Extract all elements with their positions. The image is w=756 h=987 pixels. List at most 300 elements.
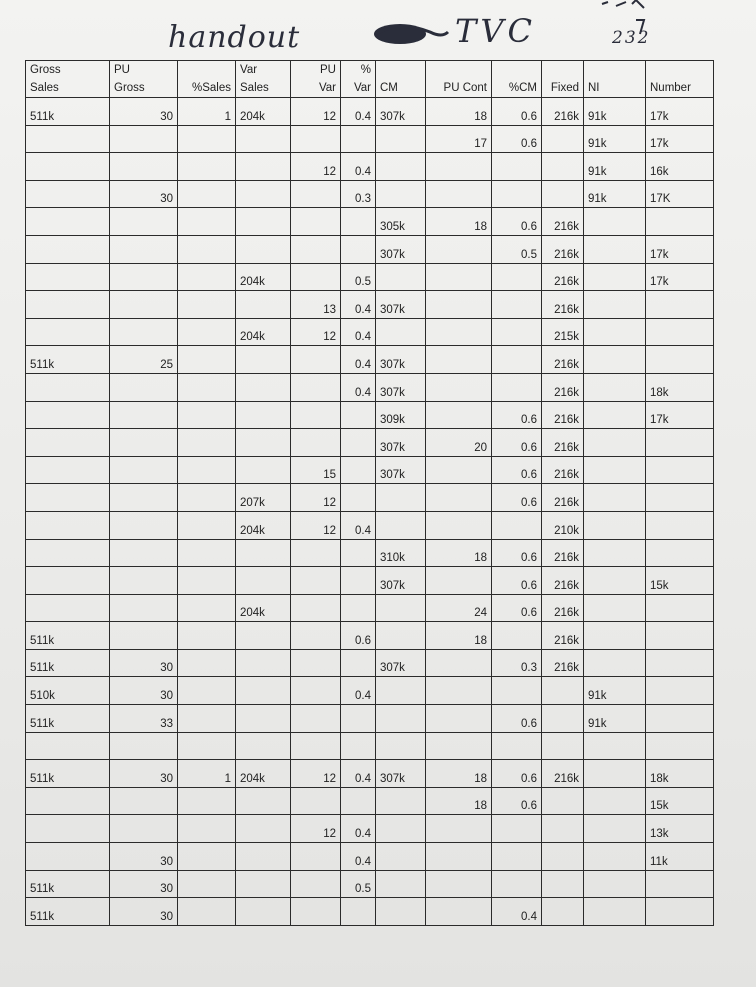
column-header-line2: Fixed — [550, 82, 579, 94]
cell-pu-gross: 30 — [110, 98, 178, 126]
column-header-pu-var — [291, 61, 341, 98]
cell-pu-gross — [110, 456, 178, 484]
cell-pct-var: 0.3 — [341, 180, 376, 208]
cell-pu-cont — [426, 705, 492, 733]
cell-number: 17k — [646, 125, 714, 153]
cell-cm: 307k — [376, 291, 426, 319]
cell-pu-var: 12 — [291, 760, 341, 788]
cell-pct-cm — [492, 180, 542, 208]
cell-pu-gross — [110, 594, 178, 622]
table-row — [26, 594, 714, 622]
cell-fixed: 216k — [542, 622, 584, 650]
cell-pct-cm: 0.6 — [492, 456, 542, 484]
cell-pct-cm — [492, 732, 542, 760]
cell-pct-cm: 0.6 — [492, 125, 542, 153]
cell-pu-cont — [426, 484, 492, 512]
cell-fixed: 216k — [542, 649, 584, 677]
cell-pu-cont — [426, 456, 492, 484]
cell-fixed — [542, 705, 584, 733]
cell-fixed — [542, 732, 584, 760]
cell-pct-var — [341, 539, 376, 567]
cell-ni — [584, 843, 646, 871]
cell-cm — [376, 511, 426, 539]
cell-cm — [376, 787, 426, 815]
cell-pu-gross: 25 — [110, 346, 178, 374]
table-row — [26, 456, 714, 484]
cell-pct-sales — [178, 511, 236, 539]
cell-ni — [584, 539, 646, 567]
cell-pu-var — [291, 125, 341, 153]
cell-pct-sales — [178, 125, 236, 153]
cell-cm — [376, 843, 426, 871]
cell-pct-cm — [492, 815, 542, 843]
cell-pu-gross — [110, 125, 178, 153]
cell-pct-cm: 0.6 — [492, 594, 542, 622]
cell-pct-var — [341, 456, 376, 484]
cell-gross-sales — [26, 373, 110, 401]
column-header-line1: PU — [114, 64, 130, 76]
column-header-line1: Var — [240, 64, 258, 76]
cell-pu-cont — [426, 401, 492, 429]
cell-number — [646, 870, 714, 898]
cell-pct-sales — [178, 677, 236, 705]
cell-pct-sales — [178, 291, 236, 319]
cell-gross-sales: 511k — [26, 622, 110, 650]
cell-pct-var — [341, 567, 376, 595]
cell-cm: 310k — [376, 539, 426, 567]
cell-pu-cont: 18 — [426, 622, 492, 650]
cell-pct-sales — [178, 153, 236, 181]
cell-pu-var: 12 — [291, 511, 341, 539]
column-header-line2: Number — [650, 82, 691, 94]
cell-ni — [584, 622, 646, 650]
cell-ni: 91k — [584, 153, 646, 181]
cell-pct-var — [341, 649, 376, 677]
cell-cm — [376, 263, 426, 291]
cell-ni — [584, 373, 646, 401]
cell-pu-cont — [426, 180, 492, 208]
cell-pct-cm — [492, 153, 542, 181]
cell-pu-gross — [110, 622, 178, 650]
cell-ni — [584, 898, 646, 926]
cell-pct-var: 0.4 — [341, 760, 376, 788]
table-row — [26, 429, 714, 457]
data-table — [25, 60, 714, 926]
cell-gross-sales — [26, 208, 110, 236]
cell-var-sales — [236, 539, 291, 567]
cell-pct-cm — [492, 318, 542, 346]
table-row — [26, 208, 714, 236]
table-row — [26, 180, 714, 208]
cell-pu-gross — [110, 373, 178, 401]
cell-pu-var — [291, 898, 341, 926]
column-header-line1 — [380, 61, 421, 79]
cell-pu-gross: 30 — [110, 649, 178, 677]
cell-number: 17k — [646, 98, 714, 126]
cell-cm — [376, 898, 426, 926]
cell-var-sales: 204k — [236, 318, 291, 346]
column-header-line1: % — [360, 64, 371, 76]
column-header-line1: Gross — [30, 64, 61, 76]
cell-fixed: 216k — [542, 456, 584, 484]
cell-pct-var: 0.4 — [341, 153, 376, 181]
cell-pu-gross — [110, 263, 178, 291]
cell-pu-var — [291, 594, 341, 622]
cell-ni: 91k — [584, 705, 646, 733]
cell-pu-gross: 30 — [110, 760, 178, 788]
cell-var-sales — [236, 180, 291, 208]
cell-fixed — [542, 787, 584, 815]
cell-pu-var — [291, 705, 341, 733]
cell-var-sales — [236, 732, 291, 760]
cell-pu-var — [291, 263, 341, 291]
cell-pct-var — [341, 787, 376, 815]
table-row — [26, 318, 714, 346]
cell-ni — [584, 649, 646, 677]
cell-number — [646, 594, 714, 622]
cell-pu-var — [291, 208, 341, 236]
cell-pu-gross — [110, 815, 178, 843]
cell-pct-cm: 0.6 — [492, 705, 542, 733]
cell-cm — [376, 484, 426, 512]
cell-fixed: 216k — [542, 401, 584, 429]
cell-ni — [584, 263, 646, 291]
cell-fixed: 216k — [542, 98, 584, 126]
cell-number: 15k — [646, 787, 714, 815]
cell-ni — [584, 870, 646, 898]
cell-pu-var: 12 — [291, 153, 341, 181]
cell-pct-sales — [178, 429, 236, 457]
column-header-cm — [376, 61, 426, 98]
cell-pct-cm: 0.3 — [492, 649, 542, 677]
cell-pu-cont: 24 — [426, 594, 492, 622]
cell-fixed: 210k — [542, 511, 584, 539]
cell-pu-cont — [426, 235, 492, 263]
cell-pu-var — [291, 346, 341, 374]
column-header-ni — [584, 61, 646, 98]
cell-gross-sales — [26, 456, 110, 484]
cell-pu-cont: 18 — [426, 787, 492, 815]
column-header-line1 — [182, 61, 231, 79]
cell-fixed — [542, 153, 584, 181]
cell-fixed: 216k — [542, 567, 584, 595]
cell-cm — [376, 153, 426, 181]
table-row — [26, 870, 714, 898]
cell-pct-cm — [492, 677, 542, 705]
cell-pu-var — [291, 677, 341, 705]
cell-pct-sales — [178, 870, 236, 898]
column-header-line2: Sales — [240, 82, 269, 94]
cell-gross-sales: 511k — [26, 346, 110, 374]
cell-pu-gross: 30 — [110, 870, 178, 898]
cell-pct-cm: 0.6 — [492, 429, 542, 457]
cell-pct-var — [341, 235, 376, 263]
cell-pu-cont — [426, 567, 492, 595]
cell-fixed: 216k — [542, 760, 584, 788]
cell-fixed: 216k — [542, 291, 584, 319]
cell-pu-cont — [426, 153, 492, 181]
cell-gross-sales — [26, 429, 110, 457]
scribble-mark — [370, 20, 450, 48]
cell-pct-sales — [178, 263, 236, 291]
cell-ni — [584, 760, 646, 788]
cell-var-sales: 207k — [236, 484, 291, 512]
cell-gross-sales — [26, 787, 110, 815]
cell-number — [646, 291, 714, 319]
cell-pct-sales — [178, 539, 236, 567]
table-row — [26, 677, 714, 705]
table-row — [26, 373, 714, 401]
column-header-line1 — [588, 61, 641, 79]
cell-ni: 91k — [584, 125, 646, 153]
cell-pu-var — [291, 870, 341, 898]
cell-pct-var: 0.5 — [341, 263, 376, 291]
cell-var-sales — [236, 649, 291, 677]
cell-pct-var — [341, 705, 376, 733]
column-header-pct-var — [341, 61, 376, 98]
cell-gross-sales — [26, 401, 110, 429]
cell-ni — [584, 346, 646, 374]
column-header-line2: PU Cont — [443, 82, 487, 94]
cell-pu-gross — [110, 539, 178, 567]
handwritten-number: 232 — [612, 28, 651, 48]
cell-gross-sales — [26, 843, 110, 871]
cell-pct-sales — [178, 401, 236, 429]
cell-ni: 91k — [584, 98, 646, 126]
cell-cm: 307k — [376, 235, 426, 263]
cell-gross-sales — [26, 484, 110, 512]
cell-var-sales — [236, 815, 291, 843]
cell-ni — [584, 567, 646, 595]
cell-number: 15k — [646, 567, 714, 595]
cell-cm — [376, 732, 426, 760]
cell-pu-var — [291, 539, 341, 567]
cell-number — [646, 511, 714, 539]
cell-gross-sales — [26, 180, 110, 208]
table-row — [26, 622, 714, 650]
cell-pct-var: 0.4 — [341, 843, 376, 871]
table-row — [26, 649, 714, 677]
cell-number — [646, 677, 714, 705]
cell-fixed — [542, 125, 584, 153]
cell-fixed: 216k — [542, 373, 584, 401]
cell-ni — [584, 401, 646, 429]
cell-pu-cont: 20 — [426, 429, 492, 457]
table-row — [26, 705, 714, 733]
cell-pct-cm: 0.6 — [492, 787, 542, 815]
table-row — [26, 263, 714, 291]
cell-gross-sales — [26, 594, 110, 622]
table-row — [26, 787, 714, 815]
cell-pct-cm — [492, 843, 542, 871]
cell-var-sales — [236, 677, 291, 705]
cell-pu-var: 12 — [291, 98, 341, 126]
cell-pu-var: 12 — [291, 318, 341, 346]
column-header-line2: Var — [353, 82, 371, 94]
cell-pu-cont — [426, 815, 492, 843]
cell-fixed: 216k — [542, 594, 584, 622]
cell-pct-var: 0.4 — [341, 815, 376, 843]
cell-pct-sales — [178, 815, 236, 843]
cell-pct-sales — [178, 732, 236, 760]
table-row — [26, 898, 714, 926]
column-header-line1 — [546, 61, 579, 79]
cell-pu-var — [291, 622, 341, 650]
cell-pu-cont — [426, 898, 492, 926]
cell-fixed — [542, 677, 584, 705]
cell-ni — [584, 732, 646, 760]
cell-var-sales — [236, 705, 291, 733]
cell-pu-gross — [110, 318, 178, 346]
column-header-fixed — [542, 61, 584, 98]
cell-gross-sales: 511k — [26, 898, 110, 926]
cell-var-sales — [236, 622, 291, 650]
cell-pu-var: 12 — [291, 815, 341, 843]
cell-number: 13k — [646, 815, 714, 843]
cell-pu-gross — [110, 429, 178, 457]
cell-fixed: 216k — [542, 429, 584, 457]
cell-var-sales — [236, 208, 291, 236]
cell-cm — [376, 622, 426, 650]
cell-pct-cm — [492, 373, 542, 401]
cell-cm: 307k — [376, 429, 426, 457]
cell-number: 11k — [646, 843, 714, 871]
cell-pct-cm: 0.6 — [492, 401, 542, 429]
cell-pu-var — [291, 373, 341, 401]
cell-number — [646, 208, 714, 236]
cell-pu-var — [291, 843, 341, 871]
cell-pct-var: 0.4 — [341, 98, 376, 126]
table-row — [26, 484, 714, 512]
table-row — [26, 567, 714, 595]
cell-var-sales — [236, 291, 291, 319]
column-header-line2: Gross — [114, 82, 145, 94]
cell-number — [646, 429, 714, 457]
cell-fixed: 216k — [542, 484, 584, 512]
cell-number: 17k — [646, 263, 714, 291]
cell-pct-sales — [178, 235, 236, 263]
table-row — [26, 98, 714, 126]
cell-number: 17K — [646, 180, 714, 208]
cell-cm: 309k — [376, 401, 426, 429]
cell-var-sales: 204k — [236, 594, 291, 622]
cell-pu-cont — [426, 373, 492, 401]
cell-cm: 307k — [376, 567, 426, 595]
cell-pu-cont — [426, 318, 492, 346]
cell-number: 18k — [646, 760, 714, 788]
cell-fixed: 216k — [542, 235, 584, 263]
cell-number — [646, 318, 714, 346]
cell-pct-cm: 0.6 — [492, 760, 542, 788]
cell-pct-var: 0.4 — [341, 318, 376, 346]
table-row — [26, 843, 714, 871]
cell-pct-cm — [492, 291, 542, 319]
cell-gross-sales — [26, 511, 110, 539]
cell-pu-gross: 33 — [110, 705, 178, 733]
cell-gross-sales: 511k — [26, 760, 110, 788]
cell-var-sales: 204k — [236, 98, 291, 126]
cell-number: 18k — [646, 373, 714, 401]
cell-pct-var: 0.4 — [341, 346, 376, 374]
cell-pu-gross: 30 — [110, 898, 178, 926]
cell-var-sales — [236, 125, 291, 153]
table-header-row — [26, 61, 714, 98]
cell-pu-gross — [110, 511, 178, 539]
cell-pu-gross — [110, 787, 178, 815]
cell-ni — [584, 484, 646, 512]
cell-pct-var: 0.4 — [341, 291, 376, 319]
cell-pct-sales — [178, 484, 236, 512]
cell-gross-sales: 511k — [26, 649, 110, 677]
cell-var-sales: 204k — [236, 263, 291, 291]
cell-pct-var: 0.5 — [341, 870, 376, 898]
cell-gross-sales: 511k — [26, 870, 110, 898]
cell-pu-cont: 18 — [426, 208, 492, 236]
cell-var-sales: 204k — [236, 511, 291, 539]
cell-cm — [376, 594, 426, 622]
cell-ni — [584, 291, 646, 319]
cell-var-sales: 204k — [236, 760, 291, 788]
cell-pu-cont — [426, 732, 492, 760]
cell-var-sales — [236, 346, 291, 374]
table-row — [26, 815, 714, 843]
cell-cm — [376, 318, 426, 346]
cell-pu-var: 13 — [291, 291, 341, 319]
column-header-line1 — [430, 61, 487, 79]
cell-gross-sales — [26, 153, 110, 181]
cell-gross-sales: 511k — [26, 98, 110, 126]
cell-pct-var — [341, 208, 376, 236]
cell-ni — [584, 429, 646, 457]
table-body — [26, 98, 714, 926]
cell-pu-cont: 17 — [426, 125, 492, 153]
cell-var-sales — [236, 235, 291, 263]
cell-var-sales — [236, 401, 291, 429]
cell-fixed — [542, 180, 584, 208]
cell-fixed: 215k — [542, 318, 584, 346]
cell-fixed: 216k — [542, 208, 584, 236]
cell-pu-cont — [426, 870, 492, 898]
cell-ni — [584, 456, 646, 484]
column-header-number — [646, 61, 714, 98]
cell-gross-sales — [26, 567, 110, 595]
cell-gross-sales — [26, 291, 110, 319]
cell-cm — [376, 815, 426, 843]
cell-pu-cont — [426, 649, 492, 677]
cell-pu-cont — [426, 291, 492, 319]
cell-gross-sales — [26, 125, 110, 153]
cell-gross-sales — [26, 539, 110, 567]
cell-pct-sales — [178, 705, 236, 733]
cell-cm — [376, 677, 426, 705]
column-header-line1 — [650, 61, 709, 79]
cell-pu-gross — [110, 291, 178, 319]
cell-number — [646, 456, 714, 484]
cell-number — [646, 484, 714, 512]
cell-cm — [376, 705, 426, 733]
cell-pct-var — [341, 732, 376, 760]
cell-number — [646, 539, 714, 567]
table-row — [26, 539, 714, 567]
cell-ni — [584, 235, 646, 263]
cell-var-sales — [236, 456, 291, 484]
cell-ni — [584, 511, 646, 539]
cell-pu-cont — [426, 346, 492, 374]
cell-pct-sales — [178, 594, 236, 622]
cell-var-sales — [236, 870, 291, 898]
cell-number — [646, 649, 714, 677]
cell-pu-cont: 18 — [426, 98, 492, 126]
